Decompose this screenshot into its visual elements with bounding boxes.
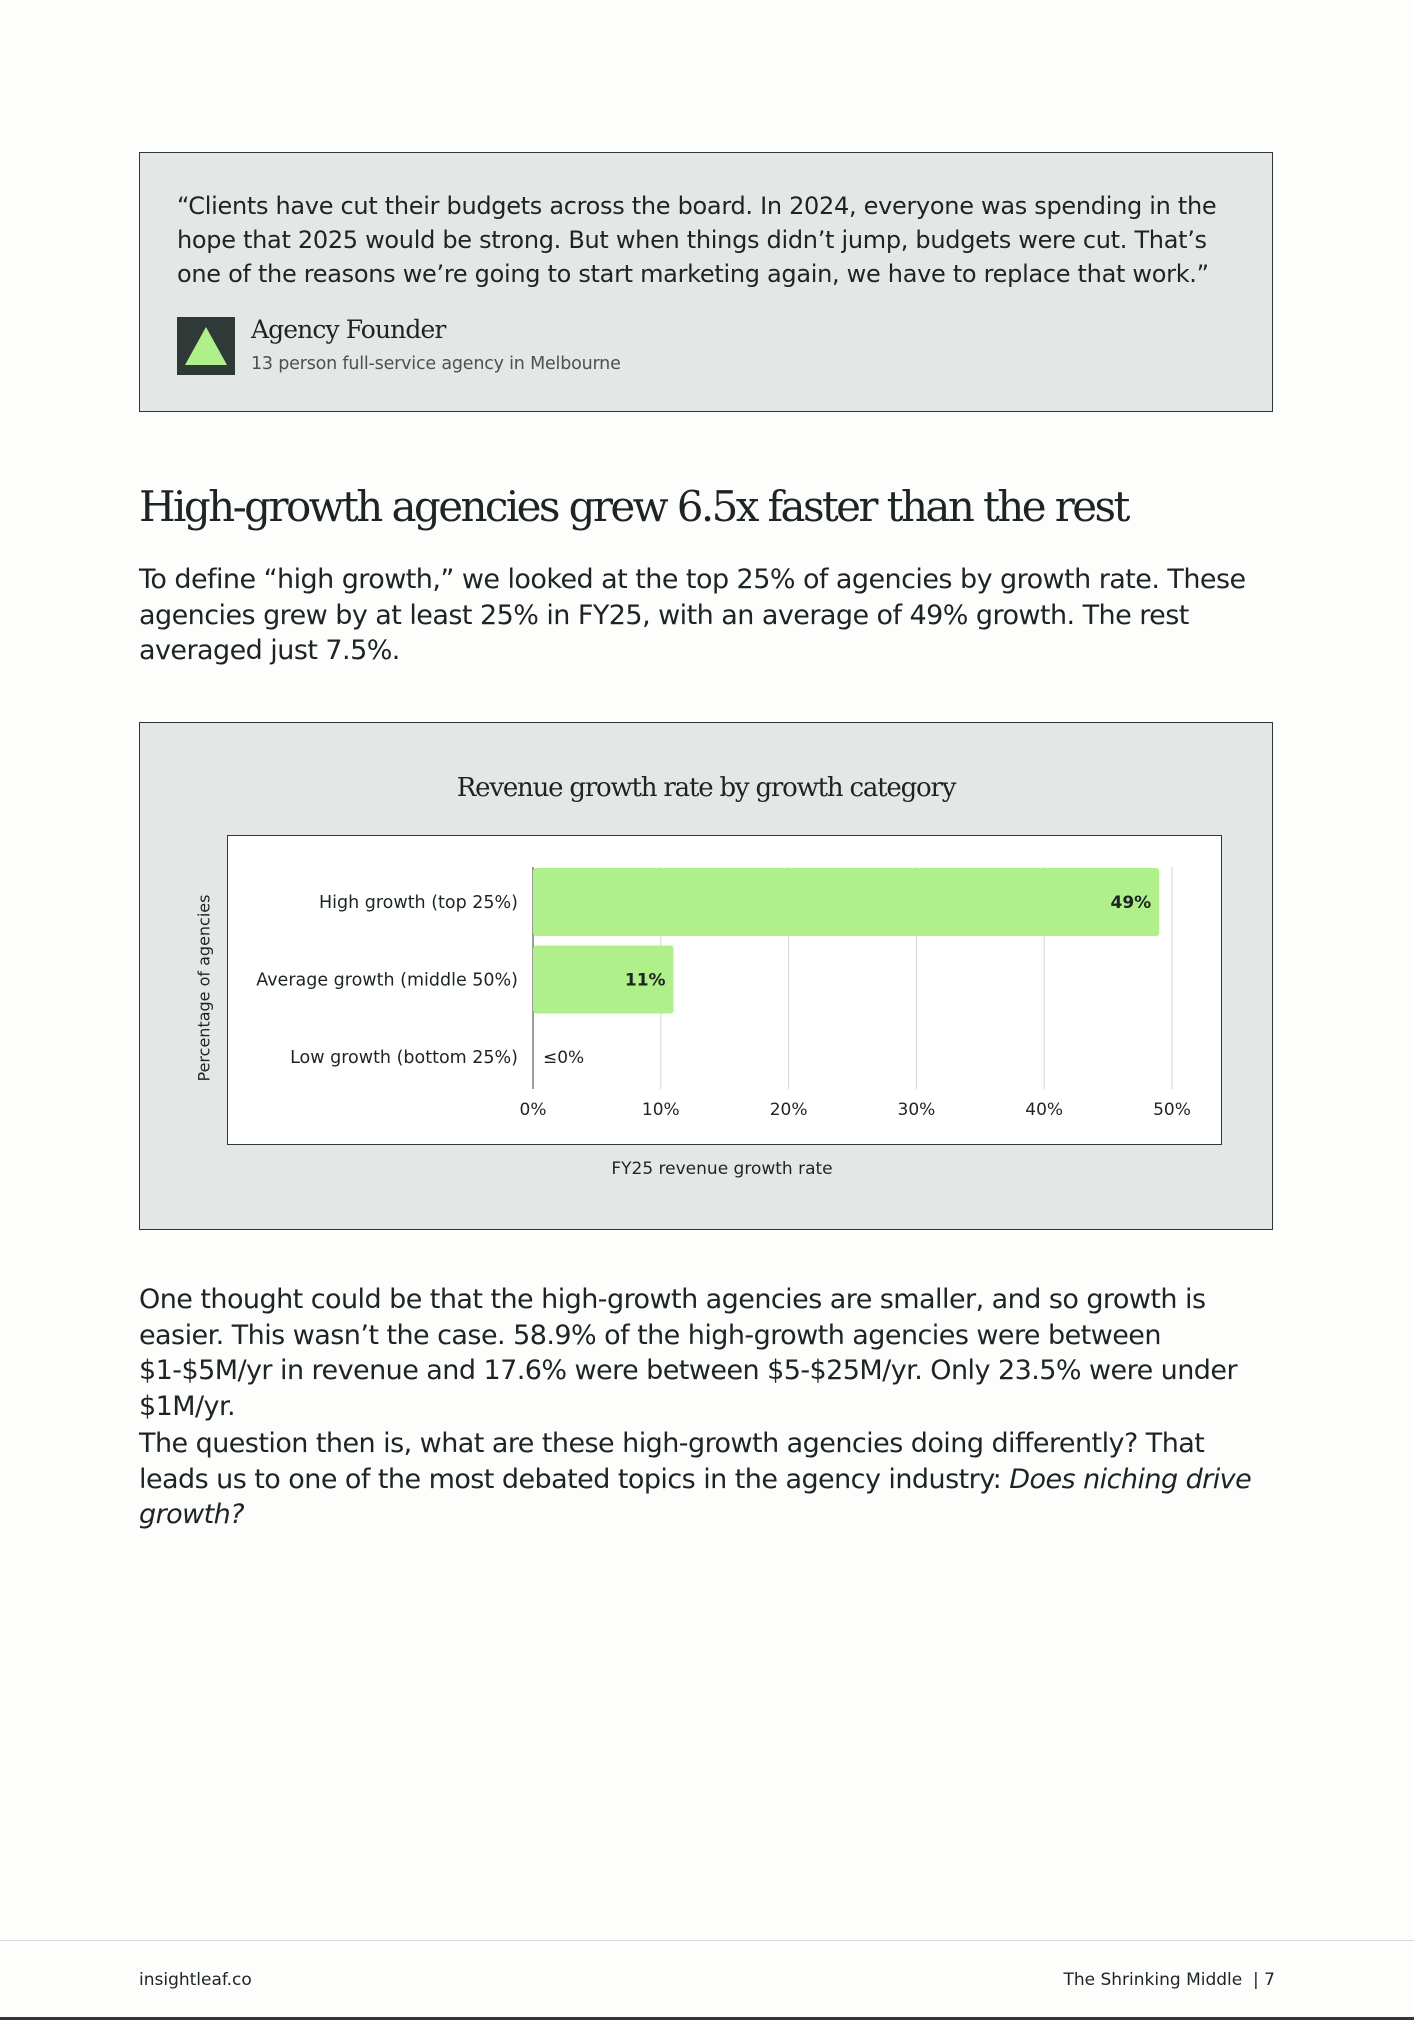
question-paragraph — [139, 1426, 1274, 1533]
triangle-logo-icon — [177, 317, 235, 375]
category-label: Average growth (middle 50%) — [256, 970, 518, 991]
y-axis-title: Percentage of agencies — [194, 894, 214, 1082]
intro-paragraph: To define “high growth,” we looked at the top 25% of agencies by growth rate. These agencies grew by at least 25% in FY25, with an average of 49% growth. The rest averaged just 7.5%. — [139, 564, 1246, 666]
data-label: ≤0% — [543, 1048, 585, 1068]
footer-divider — [0, 1940, 1414, 1941]
chart-card — [139, 722, 1273, 1230]
x-tick-label: 40% — [1025, 1100, 1064, 1120]
page-number: 7 — [1264, 1970, 1275, 1990]
section-heading: High-growth agencies grew 6.5x faster than the rest — [139, 482, 1128, 531]
bar — [533, 868, 1159, 936]
quote-author-name: Agency Founder — [251, 315, 446, 344]
bar-chart — [140, 723, 1274, 1231]
quote-text: “Clients have cut their budgets across the board. In 2024, everyone was spending in the hope that 2025 would be strong. But when things didn’t jump, budgets were cut. That’s one of the reasons we’re going to start marketing again, we have to replace that work.” — [177, 192, 1217, 288]
x-tick-label: 10% — [641, 1100, 680, 1120]
x-axis-title: FY25 revenue growth rate — [611, 1159, 833, 1179]
footer-doc-info: The Shrinking Middle | 7 — [1063, 1970, 1275, 1990]
category-label: High growth (top 25%) — [318, 893, 518, 913]
x-tick-label: 30% — [897, 1100, 936, 1120]
question-text: The question then is, what are these high-growth agencies doing differently? That leads us to one of the most debated topics in the agency industry: — [139, 1428, 1205, 1495]
quote-author-description: 13 person full-service agency in Melbourne — [251, 354, 621, 374]
data-label: 11% — [624, 970, 666, 991]
footer-title: The Shrinking Middle — [1063, 1970, 1243, 1990]
footer-site: insightleaf.co — [139, 1970, 252, 1990]
data-label: 49% — [1110, 893, 1152, 913]
chart-title: Revenue growth rate by growth category — [456, 773, 956, 803]
x-tick-label: 50% — [1153, 1100, 1191, 1120]
size-paragraph: One thought could be that the high-growth agencies are smaller, and so growth is easier. This wasn’t the case. 58.9% of the high-growth agencies were between $1-$5M/yr in revenue and 17.6% were between $5-$25M/yr. Only 23.5% were under $1M/yr. — [139, 1284, 1237, 1422]
x-tick-label: 20% — [769, 1100, 808, 1120]
quote-card — [139, 152, 1273, 412]
x-tick-label: 0% — [519, 1100, 547, 1120]
question-emphasis: Does niching drive growth? — [139, 1463, 1252, 1530]
category-label: Low growth (bottom 25%) — [290, 1048, 518, 1068]
